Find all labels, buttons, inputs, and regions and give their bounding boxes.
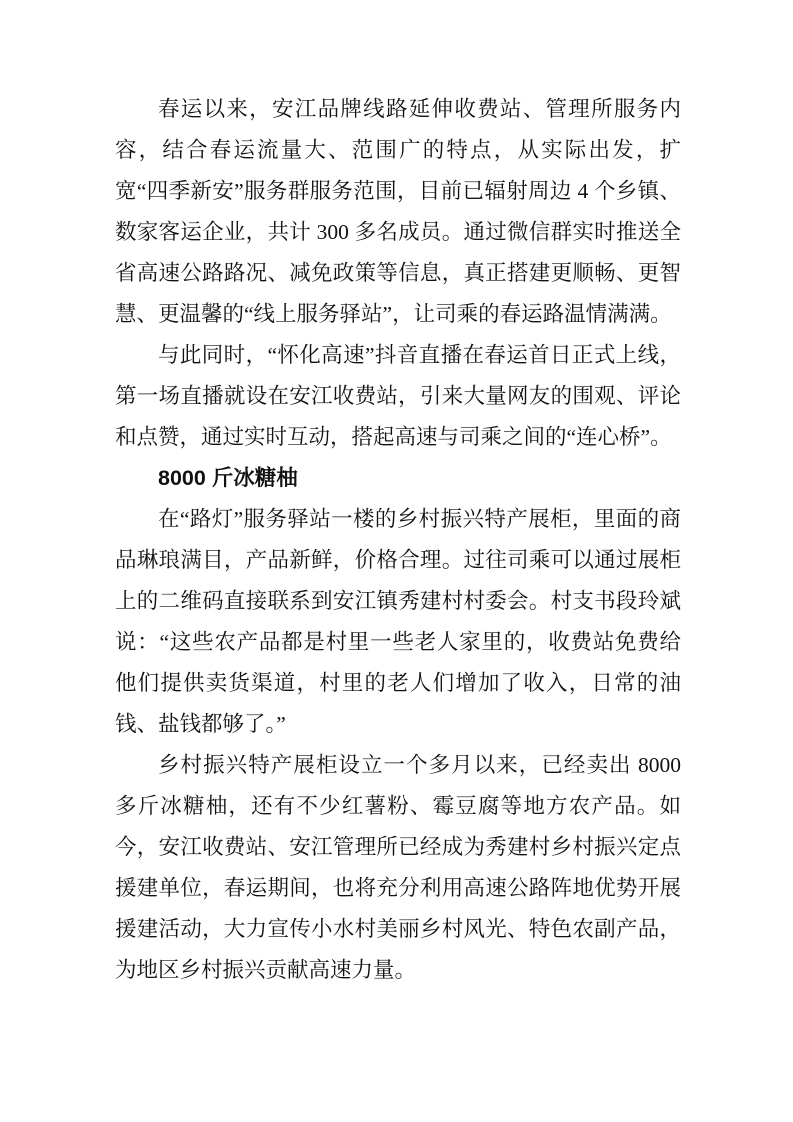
article-body: [115, 89, 681, 991]
paragraph-special-product-counter: 在“路灯”服务驿站一楼的乡村振兴特产展柜，里面的商品琳琅满目，产品新鲜，价格合理。过往司乘可以通过展柜上的二维码直接联系到安江镇秀建村村委会。村支书段玲斌说：“这些农产品都是村里一些老人家里的，收费站免费给他们提供卖货渠道，村里的老人们增加了收入，日常的油钱、盐钱都够了。”: [115, 507, 681, 736]
paragraph-rural-revitalization: 乡村振兴特产展柜设立一个多月以来，已经卖出 8000 多斤冰糖柚，还有不少红薯粉、霉豆腐等地方农产品。如今，安江收费站、安江管理所已经成为秀建村乡村振兴定点援建单位，春运期间，也将充分利用高速公路阵地优势开展援建活动，大力宣传小水村美丽乡村风光、特色农副产品，为地区乡村振兴贡献高速力量。: [115, 753, 681, 982]
paragraph-douyin-livestream: 与此同时，“怀化高速”抖音直播在春运首日正式上线，第一场直播就设在安江收费站，引来大量网友的围观、评论和点赞，通过实时互动，搭起高速与司乘之间的“连心桥”。: [115, 343, 681, 449]
paragraph-spring-festival-service: 春运以来，安江品牌线路延伸收费站、管理所服务内容，结合春运流量大、范围广的特点，从实际出发，扩宽“四季新安”服务群服务范围，目前已辐射周边 4 个乡镇、数家客运企业，共计 300 多名成员。通过微信群实时推送全省高速公路路况、减免政策等信息，真正搭建更顺畅、更智慧、更温馨的“线上服务驿站”，让司乘的春运路温情满满。: [115, 97, 681, 326]
section-heading-bingtang-pomelo: 8000 斤冰糖柚: [158, 466, 298, 490]
